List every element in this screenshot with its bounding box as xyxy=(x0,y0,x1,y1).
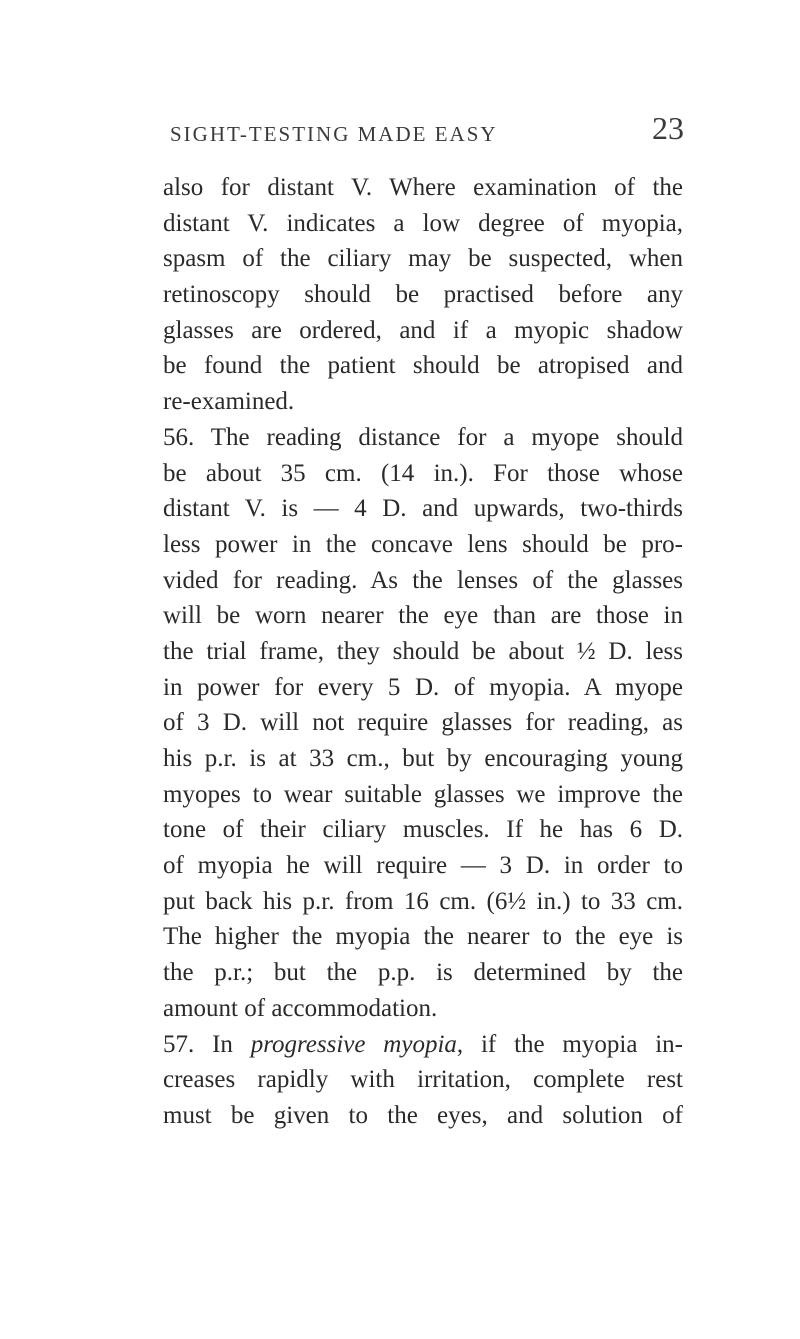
text-line: be found the patient should be atropised and xyxy=(163,352,683,380)
text-line: be about 35 cm. (14 in.). For those whose xyxy=(163,459,683,487)
text-line: the trial frame, they should be about ½ D. less xyxy=(163,637,683,665)
text-line: less power in the concave lens should be pro- xyxy=(163,530,683,558)
text-line: of 3 D. will not require glasses for reading, as xyxy=(163,709,683,737)
text-line: in power for every 5 D. of myopia. A myope xyxy=(163,673,683,701)
text-line: glasses are ordered, and if a myopic shadow xyxy=(163,316,683,344)
text-line: of myopia he will require — 3 D. in order to xyxy=(163,852,683,880)
page-number: 23 xyxy=(652,110,684,146)
text-line: 56. The reading distance for a myope should xyxy=(163,423,683,451)
text-line: spasm of the ciliary may be suspected, when xyxy=(163,245,683,273)
text-line: re-examined. xyxy=(163,388,295,416)
text-line: also for distant V. Where examination of the xyxy=(163,174,683,201)
text-line: the p.r.; but the p.p. is determined by the xyxy=(163,959,683,987)
text-line: put back his p.r. from 16 cm. (6½ in.) to 33 cm. xyxy=(163,887,683,915)
text-line: will be worn nearer the eye than are those in xyxy=(163,602,683,630)
text-line: creases rapidly with irritation, complete rest xyxy=(163,1066,683,1094)
text-line: tone of their ciliary muscles. If he has 6 D. xyxy=(163,816,683,844)
text-line-italic xyxy=(163,1027,683,1063)
body-text xyxy=(163,170,683,1134)
text-line: distant V. indicates a low degree of myopia, xyxy=(163,209,683,237)
text-line: The higher the myopia the nearer to the eye is xyxy=(163,923,683,951)
text-line: must be given to the eyes, and solution of xyxy=(163,1101,683,1129)
text-line: amount of accommodation. xyxy=(163,994,438,1022)
text-line: 57. In progressive myopia, if the myopia in- xyxy=(163,1030,683,1058)
text-line: his p.r. is at 33 cm., but by encouraging young xyxy=(163,745,683,772)
italic-term: progressive myopia xyxy=(250,1030,457,1058)
running-head: SIGHT-TESTING MADE EASY xyxy=(170,122,498,146)
text-line: myopes to wear suitable glasses we improve the xyxy=(163,780,683,808)
text-line: retinoscopy should be practised before any xyxy=(163,281,683,309)
text-line: vided for reading. As the lenses of the glasses xyxy=(163,566,683,594)
text-line: distant V. is — 4 D. and upwards, two-thirds xyxy=(163,495,683,523)
